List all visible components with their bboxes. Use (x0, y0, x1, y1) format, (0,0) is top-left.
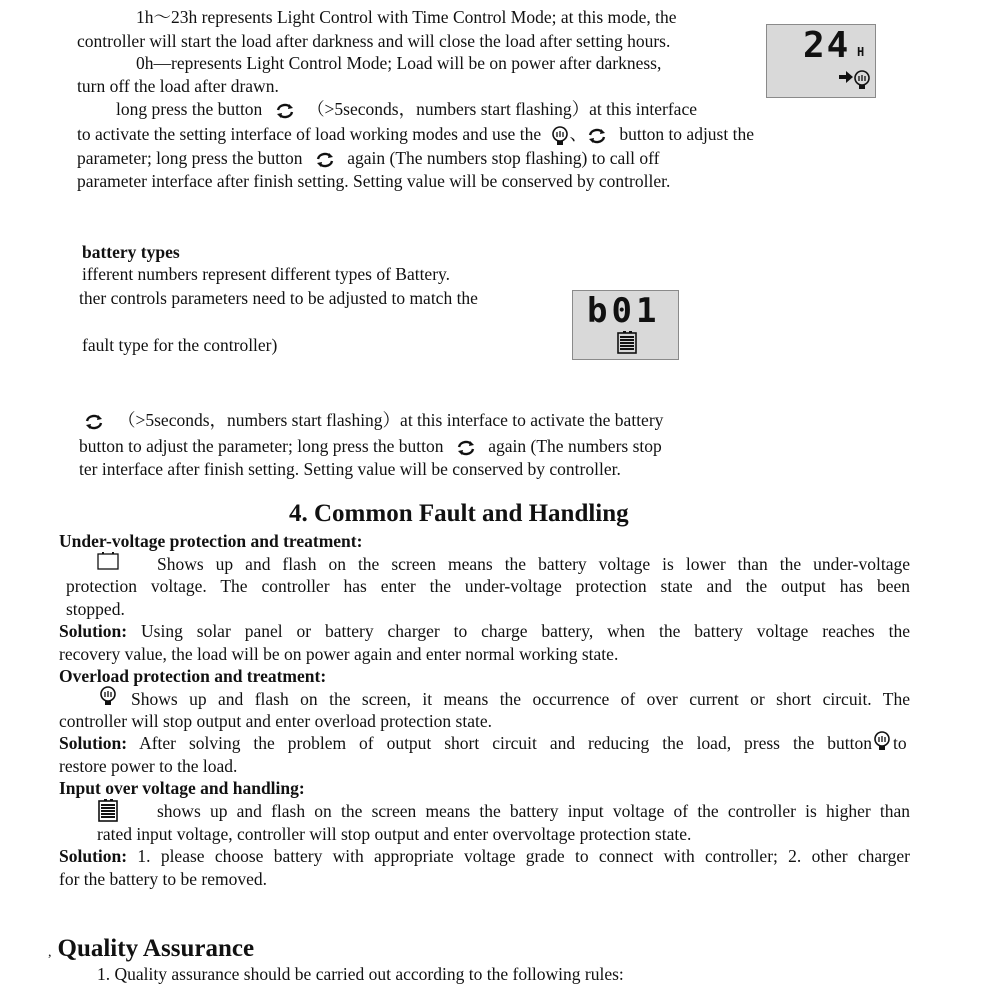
battery-full-icon (97, 798, 119, 822)
battery-types-line-2: ther controls parameters need to be adjusted to match the (79, 288, 478, 308)
lcd-battery-type-value: b01 (587, 291, 661, 331)
input-overvoltage-line-2: rated input voltage, controller will stop output and enter overvoltage protection state. (97, 824, 692, 844)
load-mode-line-2: controller will start the load after darkness and will close the load after setting hours. (77, 31, 671, 51)
arrow-right-icon (839, 71, 853, 83)
battery-types-title: battery types (82, 242, 180, 262)
load-mode-line-5-text-b: （>5seconds，numbers start flashing）at this interface (307, 99, 697, 119)
load-mode-line-5-text: long press the button (116, 99, 263, 119)
overload-title: Overload protection and treatment: (59, 666, 327, 686)
input-overvoltage-solution-text: 1. please choose battery with appropriate voltage grade to connect with controller; 2. other charger (137, 846, 911, 866)
load-mode-line-7-text-b: again (The numbers stop flashing) to call off (347, 148, 660, 168)
under-voltage-solution-line-2: recovery value, the load will be on power again and enter normal working state. (59, 644, 619, 664)
lcd-hours-unit: H (857, 45, 865, 59)
under-voltage-solution-line-1 (59, 620, 910, 642)
load-mode-line-3: 0h—represents Light Control Mode; Load will be on power after darkness, (136, 53, 662, 73)
under-voltage-line-2: protection voltage. The controller has enter the under-voltage protection state and the output has been (66, 576, 910, 596)
load-mode-line-7 (77, 147, 659, 169)
load-mode-line-5 (116, 98, 697, 120)
bulb-button-icon (551, 126, 569, 146)
cycle-button-icon (84, 414, 104, 430)
overload-solution-line-1 (59, 732, 872, 754)
cycle-button-icon (315, 152, 335, 168)
under-voltage-line-3: stopped. (66, 599, 125, 619)
quality-heading-text: Quality Assurance (57, 935, 255, 962)
load-mode-line-6-text: to activate the setting interface of load working modes and use the (77, 124, 542, 144)
overload-solution-line-2: restore power to the load. (59, 756, 238, 776)
battery-types-line-5-text-b: again (The numbers stop (488, 436, 662, 456)
load-mode-line-7-text: parameter; long press the button (77, 148, 303, 168)
input-overvoltage-title: Input over voltage and handling: (59, 778, 305, 798)
battery-types-line-4 (84, 409, 663, 431)
input-overvoltage-solution-line-2: for the battery to be removed. (59, 869, 267, 889)
overload-solution-text: After solving the problem of output short circuit and reducing the load, press the button (139, 733, 872, 753)
input-overvoltage-line-1: shows up and flash on the screen means the battery input voltage of the controller is higher than (157, 801, 910, 821)
solution-label: Solution: (59, 733, 128, 753)
overload-solution-to: to (893, 733, 907, 753)
battery-types-line-6: ter interface after finish setting. Setting value will be conserved by controller. (79, 459, 621, 479)
battery-empty-icon (97, 552, 119, 570)
bulb-button-icon (873, 731, 891, 751)
cycle-button-icon (275, 103, 295, 119)
load-mode-line-8: parameter interface after finish setting. Setting value will be conserved by controller. (77, 171, 671, 191)
quality-line-1: 1. Quality assurance should be carried out according to the following rules: (97, 964, 624, 984)
under-voltage-title: Under-voltage protection and treatment: (59, 531, 363, 551)
under-voltage-line-1: Shows up and flash on the screen means the battery voltage is lower than the under-voltage (157, 554, 910, 574)
input-overvoltage-solution-line-1 (59, 845, 910, 867)
load-mode-line-6 (77, 123, 754, 146)
lcd-battery-type-display (572, 290, 679, 360)
battery-types-line-3: fault type for the controller) (82, 335, 278, 355)
lcd-hours-value: 24 (803, 25, 851, 66)
overload-line-1: Shows up and flash on the screen, it means the occurrence of over current or short circuit. The (131, 689, 910, 709)
overload-line-2: controller will stop output and enter overload protection state. (59, 711, 493, 731)
bulb-icon (853, 69, 871, 91)
battery-types-line-5-text: button to adjust the parameter; long press the button (79, 436, 444, 456)
cycle-button-icon (587, 128, 607, 144)
quality-heading-prefix: , (48, 945, 52, 960)
battery-types-line-1: ifferent numbers represent different types of Battery. (82, 264, 451, 284)
solution-label: Solution: (59, 621, 128, 641)
under-voltage-solution-text: Using solar panel or battery charger to charge battery, when the battery voltage reaches the (141, 621, 911, 641)
cycle-button-icon (456, 440, 476, 456)
load-mode-line-1: 1h～23h represents Light Control with Time Control Mode; at this mode, the (136, 7, 677, 27)
fault-section-heading: 4. Common Fault and Handling (289, 500, 629, 527)
battery-types-line-5 (79, 435, 662, 457)
load-mode-line-6-sep: 、 (569, 124, 587, 144)
lcd-load-time-display (766, 24, 876, 98)
bulb-icon (99, 686, 117, 706)
solution-label: Solution: (59, 846, 128, 866)
battery-full-icon (616, 330, 638, 354)
load-mode-line-4: turn off the load after drawn. (77, 76, 279, 96)
load-mode-line-6-text-c: button to adjust the (619, 124, 754, 144)
battery-types-line-4-text: （>5seconds，numbers start flashing）at this interface to activate the battery (118, 410, 664, 430)
